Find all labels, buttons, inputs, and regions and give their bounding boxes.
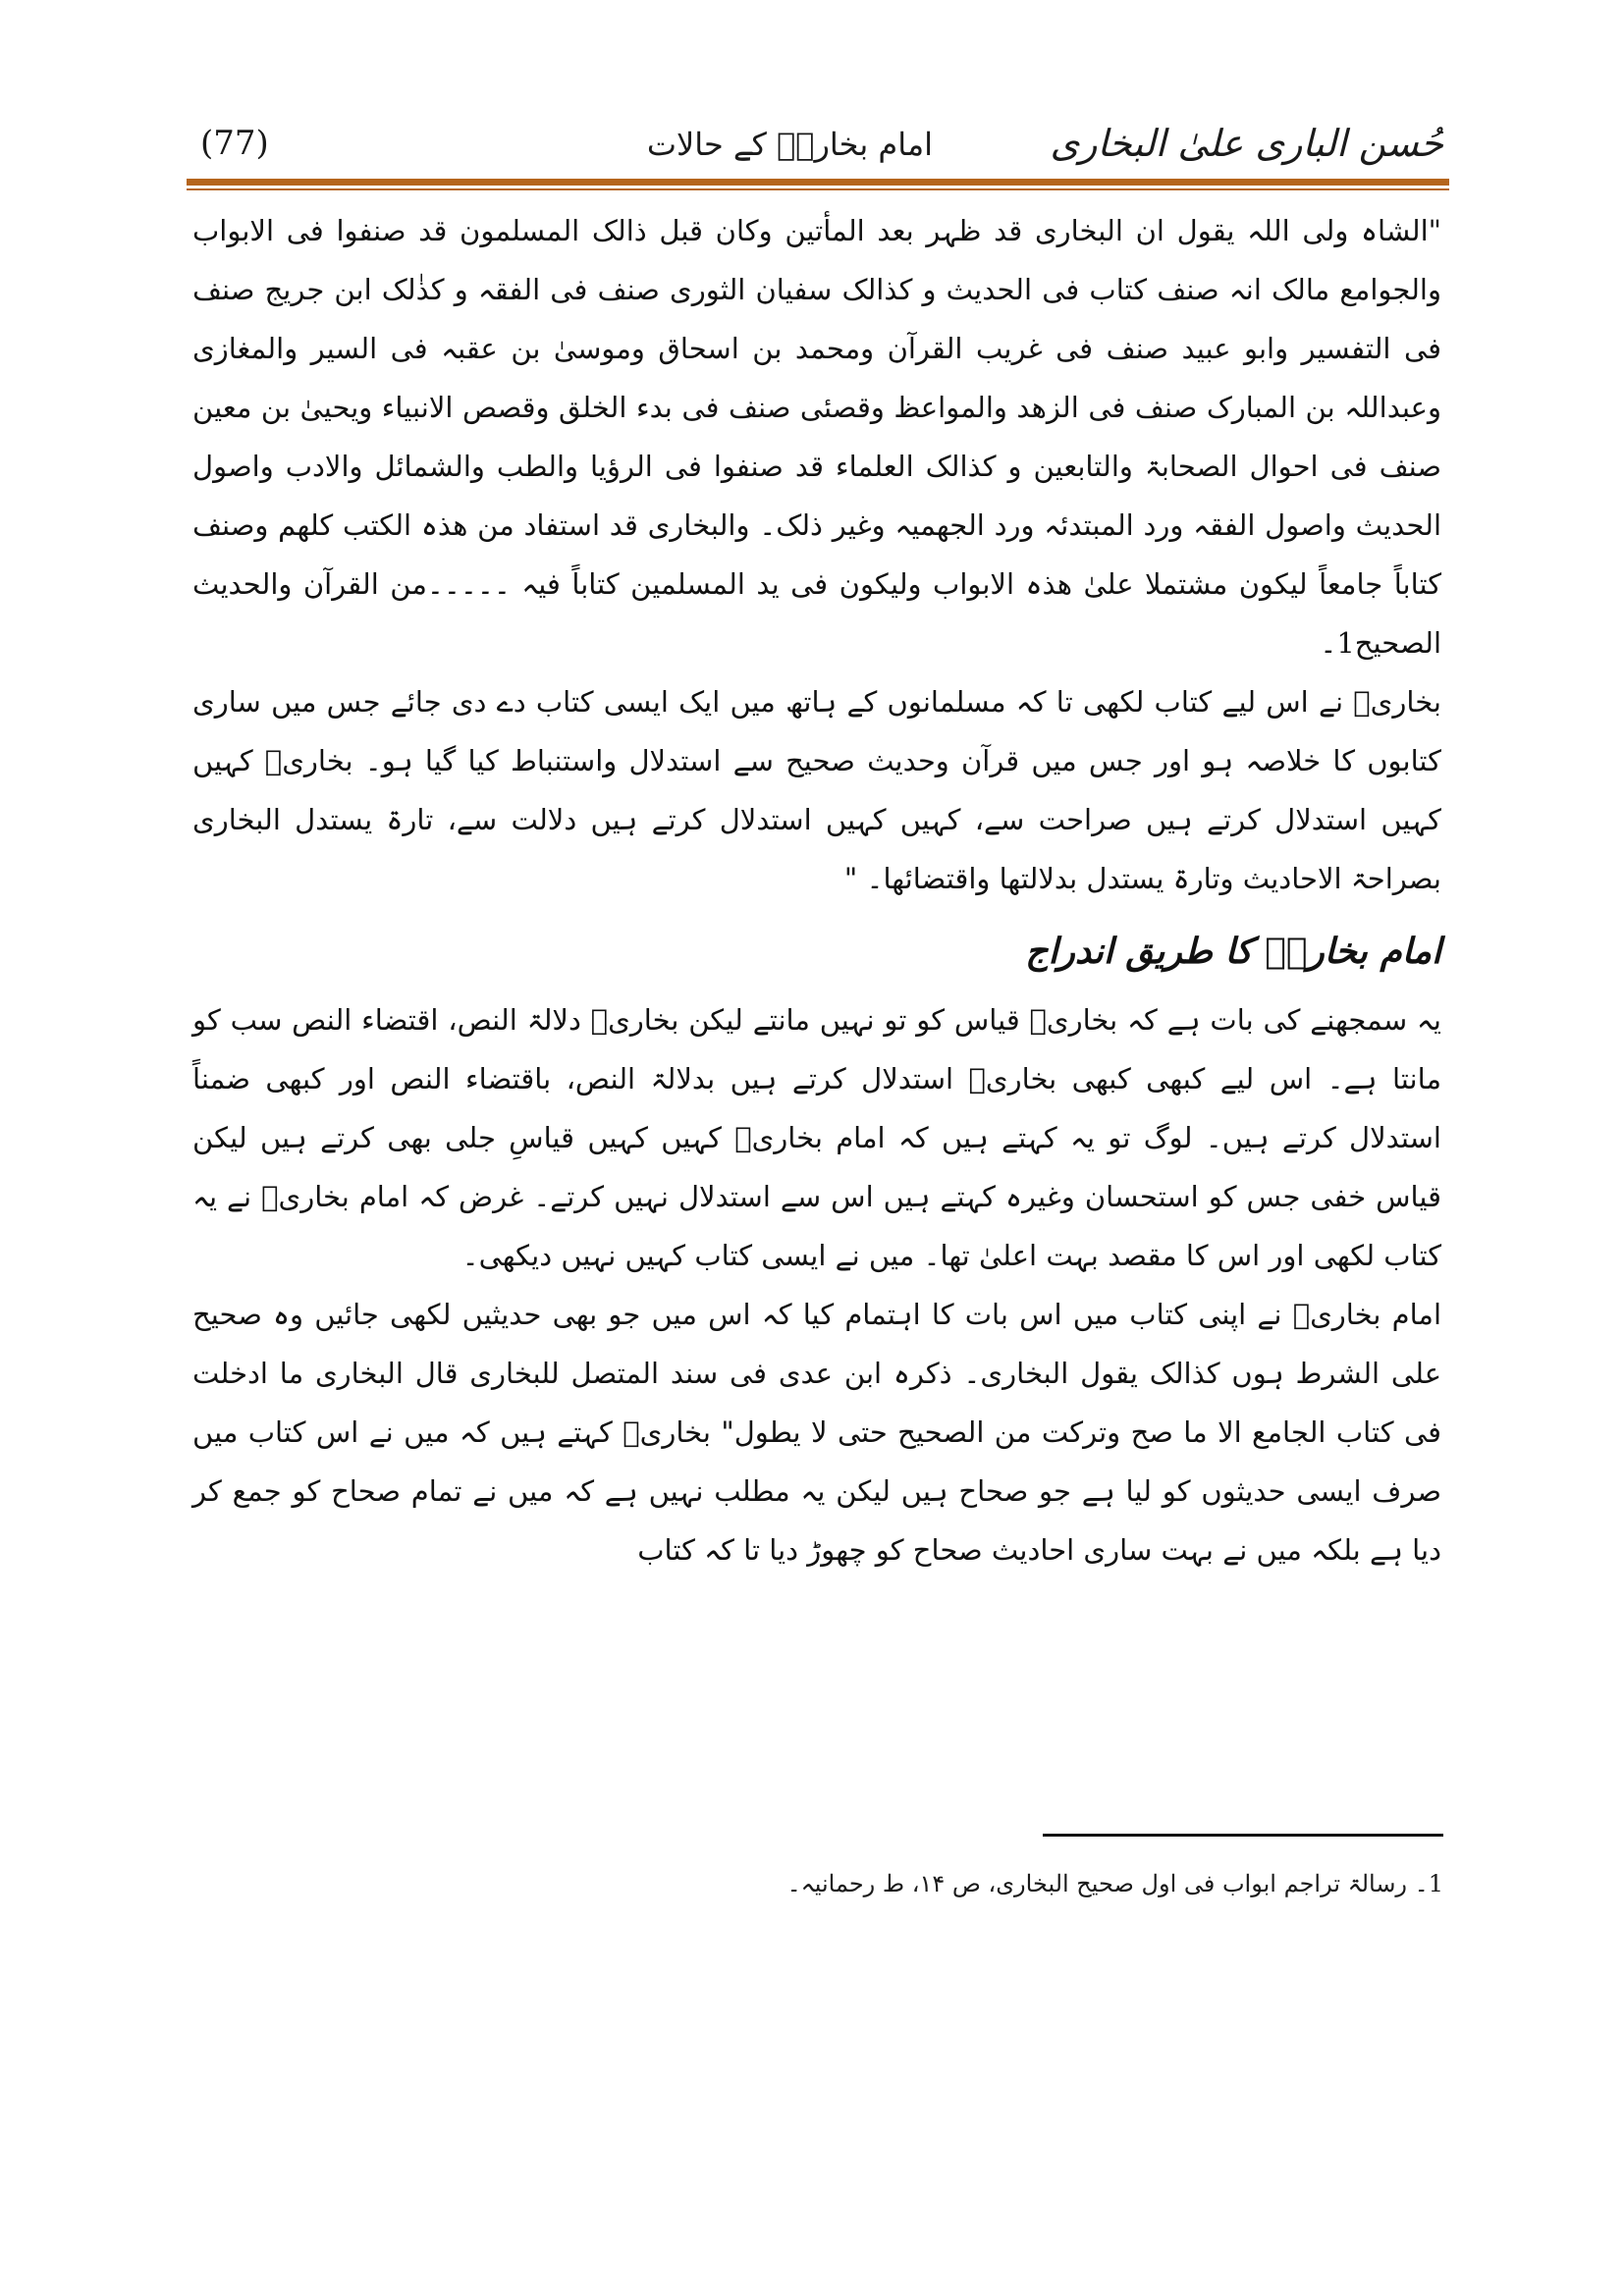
- page-body: [192, 201, 1441, 1579]
- footnote-divider: [1043, 1834, 1443, 1837]
- header-rule-thick: [187, 179, 1449, 186]
- header-rule-thin: [187, 188, 1449, 190]
- body-paragraph: یہ سمجھنے کی بات ہے کہ بخاریؒ قیاس کو تو نہیں مانتے لیکن بخاریؒ دلالۃ النص، اقتضاء النص سب کو مانتا ہے۔ اس لیے کبھی کبھی بخاریؒ استدلال کرتے ہیں بدلالۃ النص، باقتضاء النص اور کبھی ضمناً استدلال کرتے ہیں۔ لوگ تو یہ کہتے ہیں کہ امام بخاریؒ کہیں کہیں قیاسِ جلی بھی کرتے ہیں لیکن قیاس خفی جس کو استحسان وغیرہ کہتے ہیں اس سے استدلال نہیں کرتے۔ غرض کہ امام بخاریؒ نے یہ کتاب لکھی اور اس کا مقصد بہت اعلیٰ تھا۔ میں نے ایسی کتاب کہیں نہیں دیکھی۔: [192, 1003, 1441, 1272]
- arabic-quote-paragraph: "الشاہ ولی اللہ یقول ان البخاری قد ظہر بعد المأتین وکان قبل ذالک المسلمون قد صنفوا فی الابواب والجوامع مالک انہ صنف کتاب فی الحدیث و کذالک سفیان الثوری صنف فی الفقہ و کذٰلک ابن جریج صنف فی التفسیر وابو عبید صنف فی غریب القرآن ومحمد بن اسحاق وموسیٰ بن عقبہ فی السیر والمغازی وعبداللہ بن المبارک صنف فی الزھد والمواعظ وقصئی صنف فی بدء الخلق وقصص الانبیاء ویحییٰ بن معین صنف فی احوال الصحابۃ والتابعین و کذالک العلماء قد صنفوا فی الرؤیا والطب والشمائل والادب واصول الحدیث واصول الفقہ ورد المبتدئہ ورد الجھمیہ وغیر ذلک۔ والبخاری قد استفاد من ھذہ الکتب کلھم وصنف کتاباً جامعاً لیکون مشتملا علیٰ ھذہ الابواب ولیکون فی ید المسلمین کتاباً فیہ ۔۔۔۔۔من القرآن والحدیث الصحیح1۔: [192, 214, 1441, 660]
- page-header: [187, 116, 1443, 175]
- body-paragraph: امام بخاریؒ نے اپنی کتاب میں اس بات کا اہتمام کیا کہ اس میں جو بھی حدیثیں لکھی جائیں وہ صحیح علی الشرط ہوں کذالک یقول البخاری۔ ذکرہ ابن عدی فی سند المتصل للبخاری قال البخاری ما ادخلت فی کتاب الجامع الا ما صح وترکت من الصحیح حتی لا یطول" بخاریؒ کہتے ہیں کہ میں نے اس کتاب میں صرف ایسی حدیثوں کو لیا ہے جو صحاح ہیں لیکن یہ مطلب نہیں ہے کہ میں نے تمام صحاح کو جمع کر دیا ہے بلکہ میں نے بہت ساری احادیث صحاح کو چھوڑ دیا تا کہ کتاب: [192, 1298, 1441, 1567]
- page-number: (77): [200, 124, 269, 163]
- body-paragraph: بخاریؒ نے اس لیے کتاب لکھی تا کہ مسلمانوں کے ہاتھ میں ایک ایسی کتاب دے دی جائے جس میں ساری کتابوں کا خلاصہ ہو اور جس میں قرآن وحدیث صحیح سے استدلال واستنباط کیا گیا ہو۔ بخاریؒ کہیں کہیں استدلال کرتے ہیں صراحت سے، کہیں کہیں استدلال کرتے ہیں دلالت سے، تارۃ یستدل البخاری بصراحۃ الاحادیث وتارۃ یستدل بدلالتھا واقتضائھا۔ ": [192, 685, 1441, 895]
- section-heading: امام بخاریؒ کا طریق اندراج: [1025, 931, 1441, 972]
- footnote: 1۔ رسالۃ تراجم ابواب فی اول صحیح البخاری، ص ۱۴، ط رحمانیہ۔: [786, 1870, 1443, 1897]
- book-title: حُسن الباری علیٰ البخاری: [1050, 122, 1443, 165]
- chapter-title: امام بخاریؒ کے حالات: [646, 126, 933, 163]
